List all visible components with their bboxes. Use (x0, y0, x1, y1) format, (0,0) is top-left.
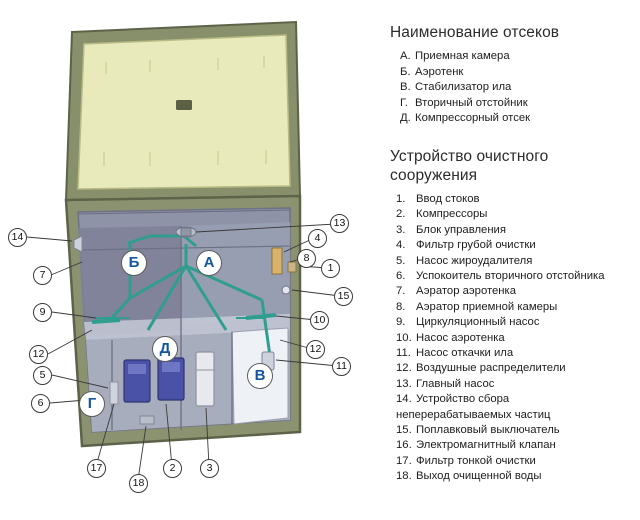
compartment-label-v: В (247, 363, 273, 389)
devices-item-label: Фильтр тонкой очистки (416, 454, 536, 467)
devices-item-key: 13. (396, 377, 412, 390)
devices-item-label: Воздушные распределители (416, 362, 566, 375)
devices-item-label: Электромагнитный клапан (416, 439, 556, 452)
callout-15: 15 (334, 287, 353, 306)
callout-18: 18 (129, 474, 148, 493)
devices-item-key: 1. (396, 192, 406, 205)
sections-item-key: Д. (400, 111, 411, 124)
callout-2: 2 (163, 459, 182, 478)
devices-item-label: Насос аэротенка (416, 331, 505, 344)
list-item (390, 238, 634, 253)
list-item (390, 454, 634, 469)
devices-item-key: 5. (396, 254, 406, 267)
devices-item-key: 2. (396, 208, 406, 221)
devices-item-label: Насос жироудалителя (416, 254, 533, 267)
list-item (390, 96, 634, 111)
devices-item-key: 16. (396, 439, 412, 452)
compressor-1-vent (128, 364, 146, 374)
inlet-port (288, 262, 296, 272)
devices-item-key: 14. (396, 393, 412, 406)
list-item (390, 423, 634, 438)
compartment-label-d: Д (152, 336, 178, 362)
fine-filter (110, 382, 118, 404)
devices-item-key: 6. (396, 269, 406, 282)
sections-item-key: Г. (400, 96, 408, 109)
devices-item-key: 8. (396, 300, 406, 313)
list-item (390, 254, 634, 269)
devices-item-key: 9. (396, 316, 406, 329)
list-item (390, 315, 634, 330)
devices-item-label: Насос откачки ила (416, 346, 514, 359)
devices-item-key: 12. (396, 362, 412, 375)
list-item (390, 346, 634, 361)
sections-item-label: Вторичный отстойник (415, 96, 528, 109)
devices-item-label: Выход очищенной воды (416, 470, 542, 483)
sections-list (390, 49, 634, 126)
list-item (390, 469, 634, 484)
callout-3: 3 (200, 459, 219, 478)
main-pump-body (181, 228, 191, 236)
sections-item-label: Стабилизатор ила (415, 81, 512, 94)
devices-item-label: Аэратор приемной камеры (416, 300, 558, 313)
control-unit (196, 352, 214, 406)
sections-item-label: Аэротенк (415, 65, 464, 78)
callout-5: 5 (33, 366, 52, 385)
devices-item-label: Циркуляционный насос (416, 316, 540, 329)
devices-item-14-continuation: неперерабатываемых частиц (396, 408, 551, 421)
sections-item-key: В. (400, 81, 411, 94)
callout-8: 8 (297, 249, 316, 268)
callout-17: 17 (87, 459, 106, 478)
compressor-2-vent (162, 362, 180, 372)
devices-title (390, 148, 634, 185)
clean-water-outlet (140, 416, 154, 424)
callout-12-right: 12 (306, 340, 325, 359)
devices-item-key: 7. (396, 285, 406, 298)
sections-item-label: Приемная камера (415, 50, 510, 63)
compartment-label-g: Г (79, 391, 105, 417)
compartment-label-b: Б (121, 250, 147, 276)
devices-item-key: 4. (396, 239, 406, 252)
callout-1: 1 (321, 259, 340, 278)
devices-item-label: Устройство сбора (416, 393, 510, 406)
sections-title: Наименование отсеков (390, 24, 560, 41)
lid-panel (78, 35, 290, 189)
list-item (390, 331, 634, 346)
lid-handle (176, 100, 192, 110)
devices-item-label: Аэратор аэротенка (416, 285, 517, 298)
devices-item-key: 17. (396, 454, 412, 467)
sections-item-key: А. (400, 50, 411, 63)
devices-title-line2: сооружения (390, 166, 478, 184)
callout-11: 11 (332, 357, 351, 376)
devices-item-label: Успокоитель вторичного отстойника (416, 269, 605, 282)
devices-item-key: 10. (396, 331, 412, 344)
list-item (390, 438, 634, 453)
devices-item-label: Поплавковый выключатель (416, 423, 560, 436)
callout-4: 4 (308, 229, 327, 248)
devices-item-key: 3. (396, 223, 406, 236)
list-item (390, 49, 634, 64)
float-switch (282, 286, 290, 294)
lid-group (66, 22, 300, 200)
devices-item-label: Компрессоры (416, 208, 488, 221)
list-item (390, 80, 634, 95)
devices-item-key: 11. (396, 346, 411, 359)
devices-list (390, 192, 634, 408)
devices-item-label: Главный насос (416, 377, 495, 390)
callout-10: 10 (310, 311, 329, 330)
list-item (390, 111, 634, 126)
sections-item-key: Б. (400, 65, 411, 78)
devices-title-line1: Устройство очистного (390, 148, 549, 166)
callout-12-left: 12 (29, 345, 48, 364)
list-item (390, 207, 634, 222)
callout-6: 6 (31, 394, 50, 413)
devices-item-label: Ввод стоков (416, 192, 480, 205)
list-item (390, 223, 634, 238)
compartment-label-a: А (196, 250, 222, 276)
devices-item-key: 18. (396, 470, 412, 483)
list-item (390, 361, 634, 376)
coarse-filter (272, 248, 282, 274)
sections-item-label: Компрессорный отсек (415, 111, 531, 124)
list-item (390, 65, 634, 80)
list-item (390, 284, 634, 299)
list-item (390, 269, 634, 284)
devices-list-continued (390, 423, 634, 485)
callout-7: 7 (33, 266, 52, 285)
devices-item-key: 15. (396, 423, 412, 436)
devices-item-label: Фильтр грубой очистки (416, 239, 536, 252)
list-item (390, 300, 634, 315)
list-item (390, 392, 634, 407)
callout-13: 13 (330, 214, 349, 233)
list-item (390, 192, 634, 207)
callout-14: 14 (8, 228, 27, 247)
devices-item-label: Блок управления (416, 223, 506, 236)
list-item (390, 377, 634, 392)
callout-9: 9 (33, 303, 52, 322)
legend-panel (390, 24, 634, 485)
